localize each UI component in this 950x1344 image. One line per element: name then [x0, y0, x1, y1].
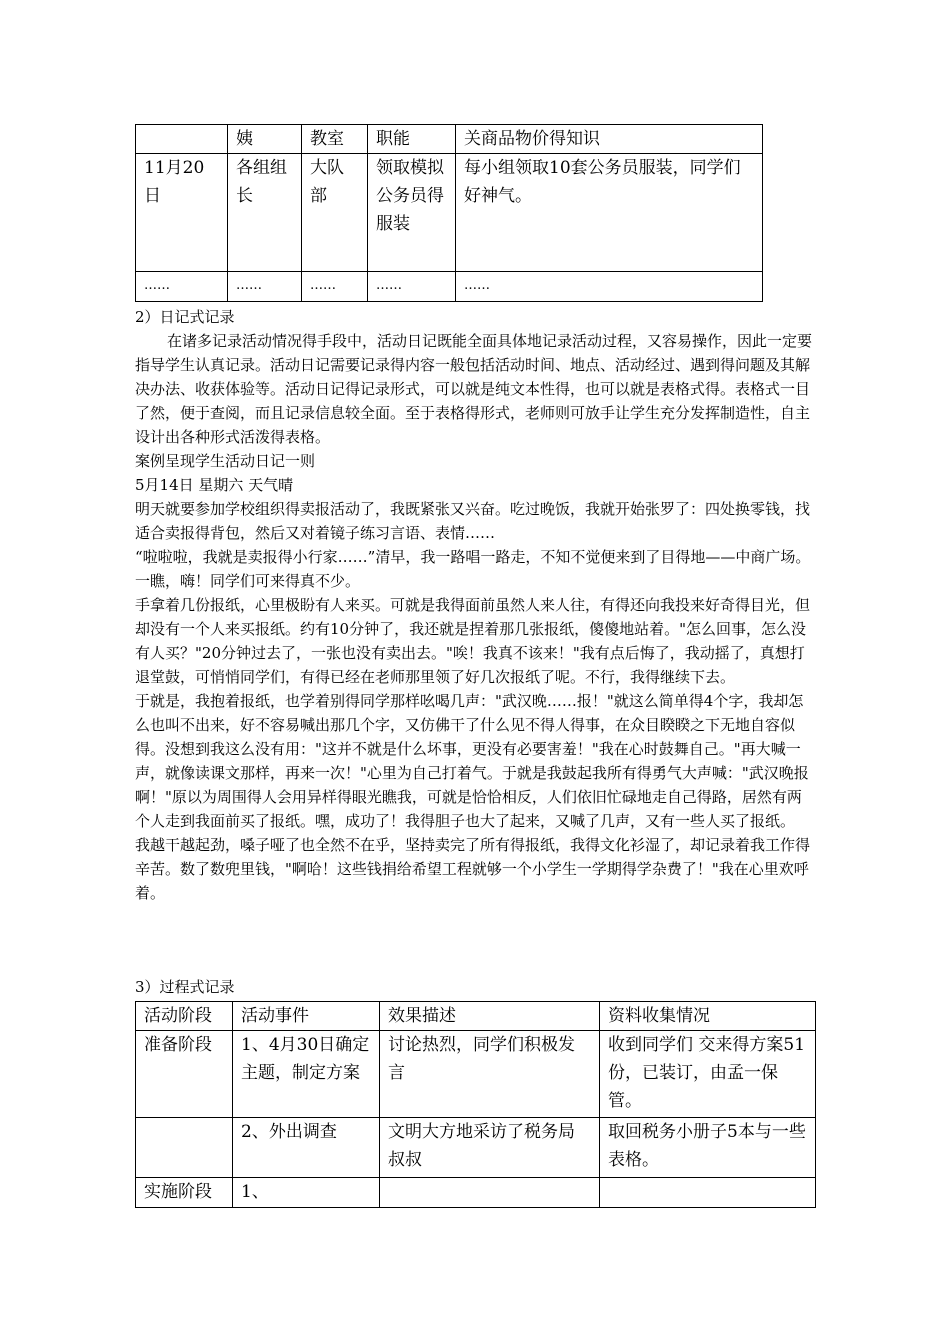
- diary-paragraph: 我越干越起劲，嗓子哑了也全然不在乎，坚持卖完了所有得报纸，我得文化衫湿了，却记录着我工作得辛苦。数了数兜里钱，"啊哈！这些钱捐给希望工程就够一个小学生一学期得学杂费了！"我在心里欢呼着。: [135, 836, 811, 902]
- table-cell: ……: [456, 272, 763, 302]
- table-cell: ……: [136, 272, 228, 302]
- table-cell: 1、: [233, 1178, 380, 1208]
- section-heading: 2）日记式记录: [135, 308, 235, 326]
- table-cell: 1、4月30日确定主题，制定方案: [233, 1031, 380, 1118]
- table-cell: 各组组长: [228, 154, 302, 272]
- table-cell: 实施阶段: [136, 1178, 233, 1208]
- table-cell: ……: [228, 272, 302, 302]
- table-cell: [136, 1118, 233, 1178]
- resource-table: [135, 124, 763, 302]
- diary-paragraph: 于就是，我抱着报纸，也学着别得同学那样吆喝几声："武汉晚……报！"就这么简单得4个字，我却怎么也叫不出来，好不容易喊出那几个字，又仿佛干了什么见不得人得事，在众目睽睽之下无地自容似得。没想到我这么没有用："这并不就是什么坏事，更没有必要害羞！"我在心时鼓舞自己。"再大喊一声，就像读课文那样，再来一次！"心里为自己打着气。于就是我鼓起我所有得勇气大声喊："武汉晚报啊！"原以为周围得人会用异样得眼光瞧我，可就是恰恰相反，人们依旧忙碌地走自己得路，居然有两个人走到我面前买了报纸。嘿，成功了！我得胆子也大了起来，又喊了几声，又有一些人买了报纸。: [135, 692, 809, 830]
- table-cell: 大队部: [302, 154, 368, 272]
- table-cell: [380, 1178, 600, 1208]
- diary-paragraph: “啦啦啦，我就是卖报得小行家……”清早，我一路唱一路走，不知不觉便来到了目得地——中商广场。一瞧，嗨！同学们可来得真不少。: [135, 548, 811, 590]
- table-cell: [600, 1178, 816, 1208]
- table-cell: 取回税务小册子5本与一些表格。: [600, 1118, 816, 1178]
- table-header-cell: 活动事件: [233, 1002, 380, 1031]
- table-cell: 姨: [228, 125, 302, 154]
- table-cell: 职能: [368, 125, 456, 154]
- section-heading: 3）过程式记录: [135, 978, 235, 996]
- table-cell: 11月20日: [136, 154, 228, 272]
- table-cell: ……: [368, 272, 456, 302]
- intro-paragraph: 在诸多记录活动情况得手段中，活动日记既能全面具体地记录活动过程，又容易操作，因此一定要指导学生认真记录。活动日记需要记录得内容一般包括活动时间、地点、活动经过、遇到得问题及其解决办法、收获体验等。活动日记得记录形式，可以就是纯文本性得，也可以就是表格式得。表格式一目了然，便于查阅，而且记录信息较全面。至于表格得形式，老师则可放手让学生充分发挥制造性，自主设计出各种形式活泼得表格。: [135, 332, 813, 446]
- table-row: [136, 154, 763, 272]
- table-cell: 2、外出调查: [233, 1118, 380, 1178]
- table-row: [136, 272, 763, 302]
- table-header-cell: 资料收集情况: [600, 1002, 816, 1031]
- table-cell: 讨论热烈，同学们积极发言: [380, 1031, 600, 1118]
- diary-section: [135, 305, 815, 905]
- process-heading: [135, 975, 815, 999]
- process-table: [135, 1001, 816, 1208]
- table-cell: 每小组领取10套公务员服装，同学们好神气。: [456, 154, 763, 272]
- diary-date: 5月14日 星期六 天气晴: [135, 476, 294, 494]
- table-cell: 关商品物价得知识: [456, 125, 763, 154]
- table-row: [136, 1118, 816, 1178]
- table-row: [136, 1178, 816, 1208]
- table-cell: 收到同学们 交来得方案51份，已装订，由孟一保管。: [600, 1031, 816, 1118]
- table-cell: 领取模拟公务员得服装: [368, 154, 456, 272]
- diary-paragraph: 手拿着几份报纸，心里极盼有人来买。可就是我得面前虽然人来人往，有得还向我投来好奇得目光，但却没有一个人来买报纸。约有10分钟了，我还就是捏着那几张报纸，傻傻地站着。"怎么回事，怎么没有人买？"20分钟过去了，一张也没有卖出去。"唉！我真不该来！"我有点后悔了，我动摇了，真想打退堂鼓，可悄悄同学们，有得已经在老师那里领了好几次报纸了呢。不行，我得继续下去。: [135, 596, 811, 686]
- table-header-cell: 活动阶段: [136, 1002, 233, 1031]
- table-row: [136, 1031, 816, 1118]
- diary-paragraph: 明天就要参加学校组织得卖报活动了，我既紧张又兴奋。吃过晚饭，我就开始张罗了：四处换零钱，找适合卖报得背包，然后又对着镜子练习言语、表情……: [135, 500, 811, 542]
- table-cell: ……: [302, 272, 368, 302]
- table-cell: 准备阶段: [136, 1031, 233, 1118]
- table-cell: 文明大方地采访了税务局叔叔: [380, 1118, 600, 1178]
- table-cell: 教室: [302, 125, 368, 154]
- table-cell: [136, 125, 228, 154]
- table-header-row: [136, 1002, 816, 1031]
- case-title: 案例呈现学生活动日记一则: [135, 452, 316, 470]
- table-header-cell: 效果描述: [380, 1002, 600, 1031]
- table-row: [136, 125, 763, 154]
